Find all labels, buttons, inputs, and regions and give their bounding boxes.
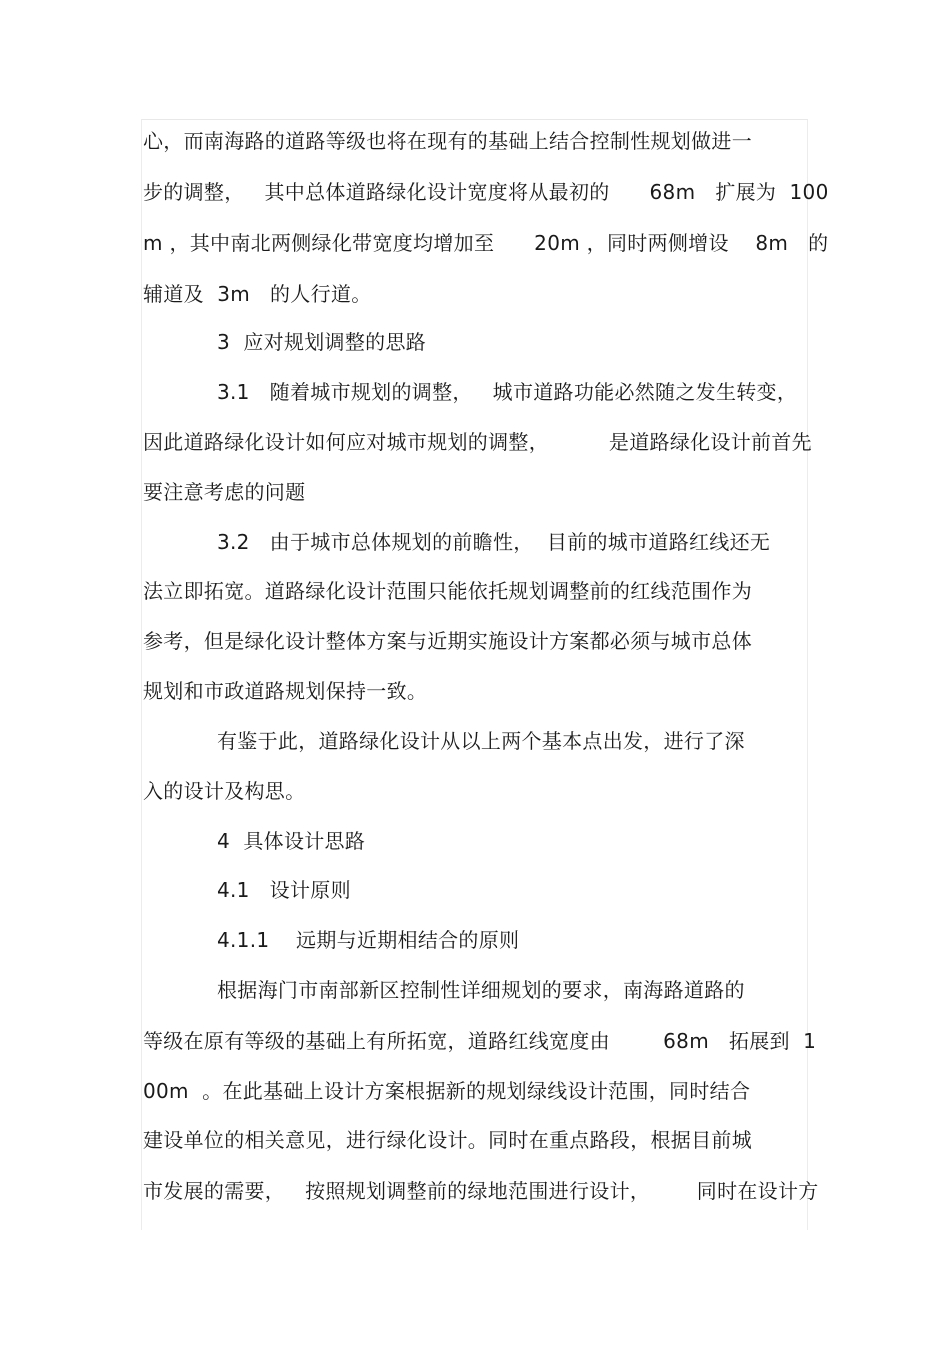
section-heading: 4.1.1 远期与近期相结合的原则	[217, 928, 520, 952]
text-line: 入的设计及构思。	[143, 779, 306, 803]
section-heading: 4 具体设计思路	[217, 829, 366, 853]
section-heading: 3 应对规划调整的思路	[217, 330, 427, 354]
text-line: 根据海门市南部新区控制性详细规划的要求，南海路道路的	[217, 978, 745, 1002]
text-line: 辅道及 3m 的人行道。	[143, 282, 372, 306]
text-line: 市发展的需要， 按照规划调整前的绿地范围进行设计， 同时在设计方	[143, 1179, 819, 1203]
text-line: 规划和市政道路规划保持一致。	[143, 679, 428, 703]
text-line: 建设单位的相关意见，进行绿化设计。同时在重点路段，根据目前城	[143, 1128, 752, 1152]
section-heading: 4.1 设计原则	[217, 878, 351, 902]
text-line: 有鉴于此，道路绿化设计从以上两个基本点出发，进行了深	[217, 729, 745, 753]
text-line: 法立即拓宽。道路绿化设计范围只能依托规划调整前的红线范围作为	[143, 579, 752, 603]
text-line: 步的调整， 其中总体道路绿化设计宽度将从最初的 68m 扩展为 100	[143, 180, 829, 204]
text-line: 因此道路绿化设计如何应对城市规划的调整， 是道路绿化设计前首先	[143, 430, 812, 454]
text-line: 3.2 由于城市总体规划的前瞻性， 目前的城市道路红线还无	[217, 530, 771, 554]
text-line: 等级在原有等级的基础上有所拓宽，道路红线宽度由 68m 拓展到 1	[143, 1029, 817, 1053]
text-line: 00m 。在此基础上设计方案根据新的规划绿线设计范围，同时结合	[143, 1079, 751, 1103]
text-line: 心，而南海路的道路等级也将在现有的基础上结合控制性规划做进一	[143, 129, 752, 153]
text-line: m ，其中南北两侧绿化带宽度均增加至 20m ，同时两侧增设 8m 的	[143, 231, 829, 255]
text-line: 参考，但是绿化设计整体方案与近期实施设计方案都必须与城市总体	[143, 629, 752, 653]
text-line: 要注意考虑的问题	[143, 480, 306, 504]
text-line: 3.1 随着城市规划的调整， 城市道路功能必然随之发生转变，	[217, 380, 798, 404]
